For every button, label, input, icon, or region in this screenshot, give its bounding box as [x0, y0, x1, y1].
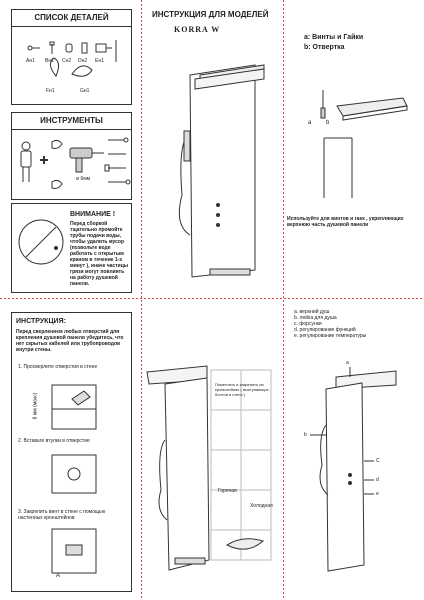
- shower-panel-callouts: [300, 365, 400, 585]
- cold-label: Холодная: [250, 503, 273, 509]
- legend-item-e: e. регулирование температуры: [294, 333, 367, 339]
- legend-item-c: c. форсунки: [294, 321, 322, 327]
- step1-dimension: 8 мм (макс): [32, 392, 39, 420]
- legend-item-b: b. лейка для душа: [294, 315, 337, 321]
- part-label-e: Eн1: [95, 58, 104, 64]
- tools-box: [11, 112, 132, 200]
- fastener-b-label: b: Отвертка: [304, 44, 345, 51]
- part-label-a: Aн1: [26, 58, 35, 64]
- part-label-d: Dн2: [78, 58, 88, 64]
- part-label-g: Gн1: [80, 88, 90, 94]
- tools-title: ИНСТРУМЕНТЫ: [12, 113, 131, 130]
- warning-title: ВНИМАНИЕ !: [70, 211, 116, 218]
- model-name: KORRA W: [174, 25, 221, 34]
- wall-drill-illustration: [18, 212, 64, 272]
- instructions-box: [11, 312, 132, 592]
- drill-size-label: ø 6мм: [76, 176, 91, 182]
- panel-top-illustration: [320, 138, 360, 198]
- step2-text: 2. Вставьте втулки в отверстие: [18, 438, 90, 444]
- cut-line-left: [141, 0, 142, 600]
- step3-text: 3. Закрепить винт в стене с помощью настенных кронштейнов: [18, 509, 106, 521]
- mounting-note: Поместить и закрепить на кронштейнах ( выступающих болтов в стене ): [215, 382, 269, 397]
- legend: [294, 309, 366, 339]
- cut-line-right: [283, 0, 284, 600]
- step1-text: 1. Просверлите отверстия в стене: [18, 364, 98, 370]
- screwdriver-illustration: [303, 88, 413, 138]
- step3-illustration: [32, 525, 112, 585]
- callout-e: e: [376, 491, 379, 497]
- legend-item-a: a. верхний душ: [294, 309, 330, 315]
- callout-b: b: [304, 432, 307, 438]
- fastener-caption: Используйте для винтов и гаек , укрепляющих верхнюю часть душевой панели: [287, 216, 404, 228]
- document-title: ИНСТРУКЦИЯ ДЛЯ МОДЕЛЕЙ: [152, 10, 269, 19]
- cut-line-middle: [0, 298, 424, 299]
- warning-box: [11, 203, 132, 293]
- fastener-small-b: b: [326, 120, 330, 126]
- fastener-small-a: a: [308, 120, 312, 126]
- part-label-c: Cн2: [62, 58, 72, 64]
- part-label-f: Fн1: [46, 88, 55, 94]
- step2-illustration: [32, 449, 112, 499]
- parts-illustration: [12, 26, 133, 106]
- part-label-b: Bн1: [45, 58, 54, 64]
- warning-text: Перед сборкой тщательно промойте трубы подачи воды, чтобы удалить мусор (позвольте воде работать с открытым краном в течение 1-х минут ), иначе частицы грязи могут повлиять на работу душевой панели.: [70, 221, 129, 287]
- shower-panel-front: [160, 55, 280, 285]
- parts-list-title: СПИСОК ДЕТАЛЕЙ: [12, 10, 131, 27]
- parts-list-box: [11, 9, 132, 105]
- callout-a: a: [346, 360, 349, 366]
- step1-illustration: [32, 379, 112, 439]
- callout-d: d: [376, 477, 379, 483]
- legend-item-d: d. регулирование функций: [294, 327, 356, 333]
- tools-illustration: [12, 130, 133, 200]
- instructions-intro: Перед сверлением любых отверстий для крепления душевой панели убедитесь, что нет скрытых кабелей или трубопроводов внутри стены.: [16, 329, 124, 353]
- step3-label: A: [56, 573, 61, 579]
- callout-c: C: [376, 458, 380, 464]
- fastener-a-label: a: Винты и Гайки: [304, 34, 364, 41]
- instructions-title: ИНСТРУКЦИЯ:: [16, 318, 66, 325]
- hot-label: Горячая: [218, 488, 237, 494]
